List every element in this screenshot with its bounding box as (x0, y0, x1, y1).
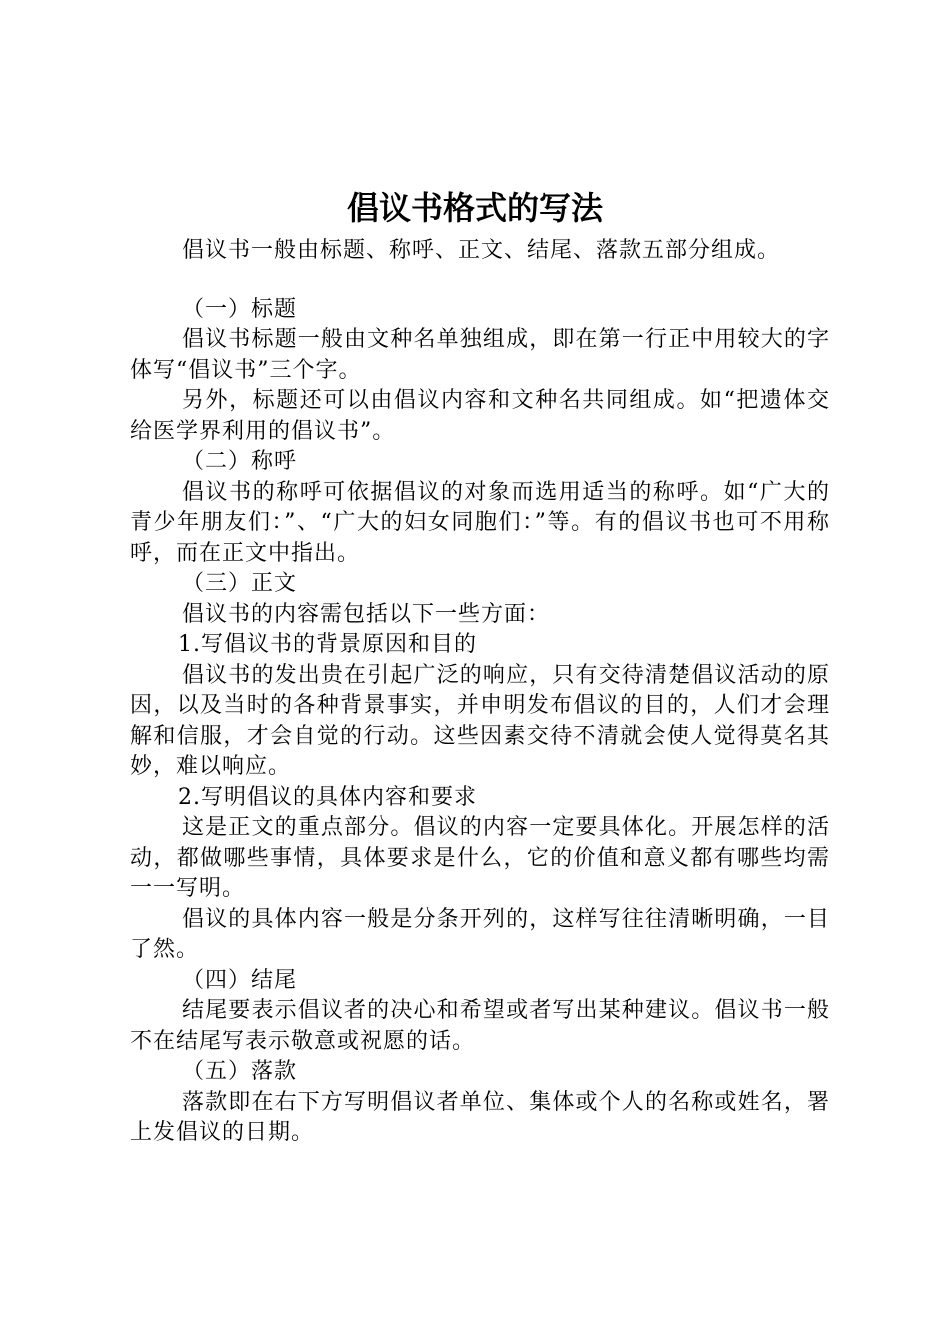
subsection-heading: 1.写倡议书的背景原因和目的 (178, 632, 477, 657)
section-heading-ending: （四）结尾 (182, 967, 298, 993)
paragraph: 倡议书的内容需包括以下一些方面： (182, 601, 551, 627)
paragraph: 倡议的具体内容一般是分条开列的，这样写往往清晰明确，一目了然。 (130, 906, 830, 962)
section-heading-salutation: （二）称呼 (182, 449, 298, 474)
document-title: 倡议书格式的写法 (346, 189, 603, 227)
paragraph: 倡议书的发出贵在引起广泛的响应，只有交待清楚倡议活动的原因，以及当时的各种背景事实，并申明发布倡议的目的，人们才会理解和信服，才会自觉的行动。这些因素交待不清就会使人觉得莫名其妙，难以响应。 (130, 662, 830, 779)
paragraph: 落款即在右下方写明倡议者单位、集体或个人的名称或姓名，署上发倡议的日期。 (130, 1089, 830, 1145)
section-heading-signature: （五）落款 (182, 1059, 298, 1084)
intro-paragraph: 倡议书一般由标题、称呼、正文、结尾、落款五部分组成。 (182, 238, 781, 263)
section-heading-title: （一）标题 (182, 296, 298, 322)
paragraph: 倡议书的称呼可依据倡议的对象而选用适当的称呼。如“广大的青少年朋友们：”、“广大的妇女同胞们：”等。有的倡议书也可不用称呼，而在正文中指出。 (130, 479, 830, 566)
paragraph: 结尾要表示倡议者的决心和希望或者写出某种建议。倡议书一般不在结尾写表示敬意或祝愿的话。 (130, 998, 830, 1054)
subsection-heading: 2.写明倡议的具体内容和要求 (178, 784, 477, 810)
paragraph: 倡议书标题一般由文种名单独组成，即在第一行正中用较大的字体写“倡议书”三个字。 (130, 327, 830, 383)
paragraph: 另外，标题还可以由倡议内容和文种名共同组成。如“把遗体交给医学界利用的倡议书”。 (130, 388, 830, 444)
section-heading-body: （三）正文 (182, 571, 298, 596)
document-body (130, 236, 830, 1149)
paragraph: 这是正文的重点部分。倡议的内容一定要具体化。开展怎样的活动，都做哪些事情，具体要求是什么，它的价值和意义都有哪些均需一一写明。 (130, 815, 830, 901)
